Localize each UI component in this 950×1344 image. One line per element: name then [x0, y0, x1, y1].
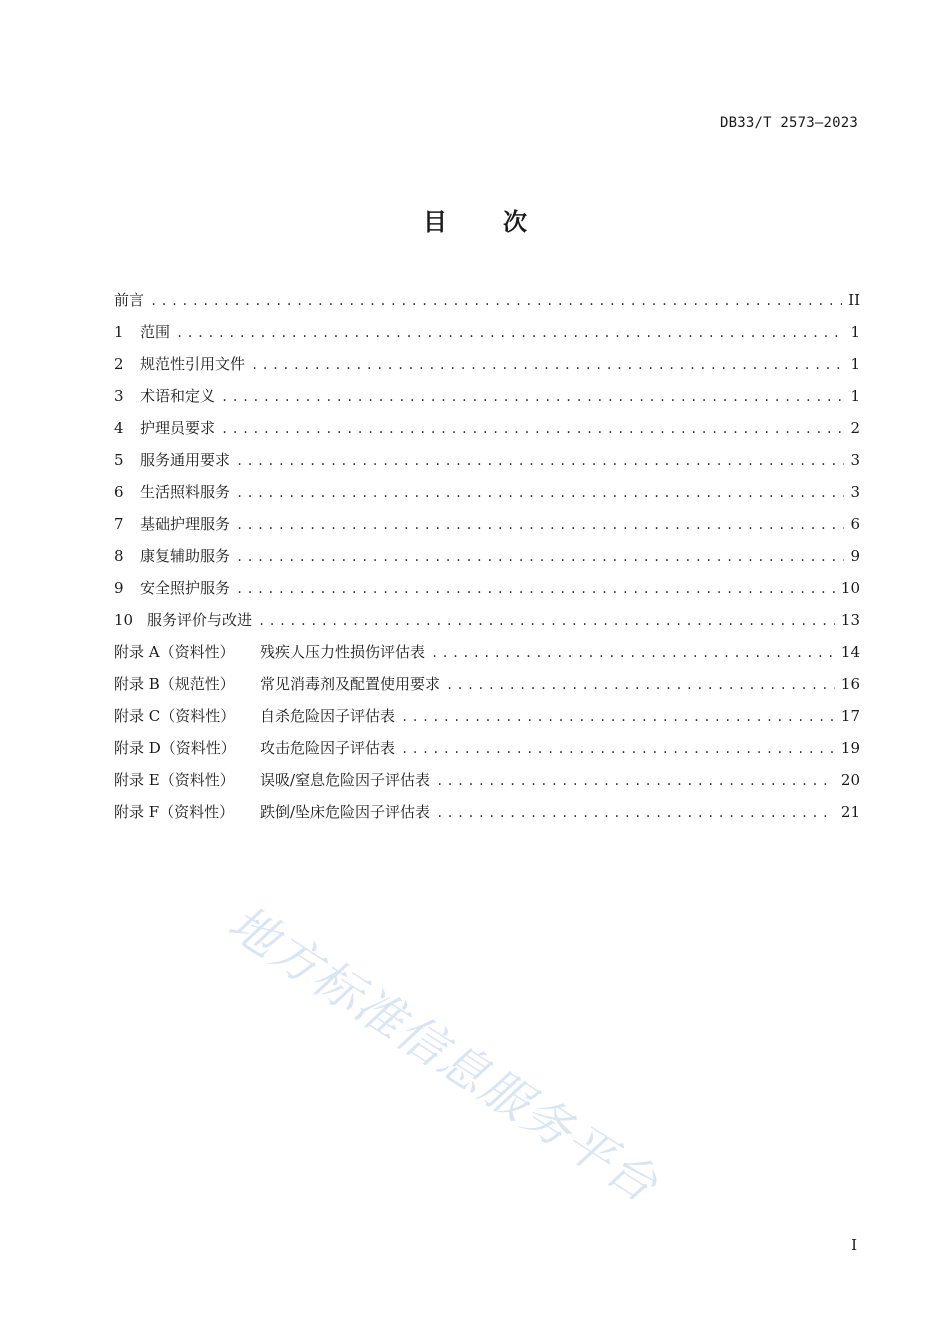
toc-leader-dots	[176, 326, 844, 340]
toc-entry-7[interactable]	[114, 513, 860, 545]
toc-leader-dots	[401, 742, 835, 756]
toc-entry-number: 5	[114, 451, 124, 469]
toc-entry-page: II	[848, 291, 860, 309]
toc-annex-a[interactable]	[114, 641, 860, 673]
toc-leader-dots	[236, 582, 835, 596]
annex-kind: 附录 C（资料性）	[114, 707, 236, 725]
annex-page: 17	[840, 707, 860, 725]
toc-entry-label: 服务评价与改进	[147, 611, 253, 629]
toc-entry-6[interactable]	[114, 481, 860, 513]
toc-leader-dots	[436, 774, 835, 788]
annex-page: 14	[840, 643, 860, 661]
toc-annex-d[interactable]	[114, 737, 860, 769]
toc-entry-page: 10	[840, 579, 860, 597]
toc-entry-number: 2	[114, 355, 124, 373]
annex-label: 跌倒/坠床危险因子评估表	[260, 803, 431, 821]
toc-entry-label: 安全照护服务	[140, 579, 231, 597]
toc-entry-4[interactable]	[114, 417, 860, 449]
toc-leader-dots	[221, 390, 844, 404]
annex-page: 16	[840, 675, 860, 693]
page-title: 目次	[423, 208, 583, 236]
toc-entry-page: 3	[850, 483, 860, 501]
toc-entry-page: 1	[850, 387, 860, 405]
annex-page: 20	[840, 771, 860, 789]
toc-entry-page: 1	[850, 355, 860, 373]
toc-entry-page: 9	[850, 547, 860, 565]
toc-entry-number: 9	[114, 579, 124, 597]
toc-leader-dots	[258, 614, 835, 628]
toc-entry-page: 1	[850, 323, 860, 341]
annex-kind: 附录 F（资料性）	[114, 803, 235, 821]
toc-entry-10[interactable]	[114, 609, 860, 641]
toc-leader-dots	[150, 294, 842, 308]
toc-annex-c[interactable]	[114, 705, 860, 737]
toc-leader-dots	[236, 486, 844, 500]
toc-annex-b[interactable]	[114, 673, 860, 705]
annex-page: 19	[840, 739, 860, 757]
toc-entry-foreword[interactable]	[114, 289, 860, 321]
annex-kind: 附录 D（资料性）	[114, 739, 236, 757]
toc-entry-label: 范围	[140, 323, 171, 341]
toc-entry-label: 服务通用要求	[140, 451, 231, 469]
toc-entry-page: 2	[850, 419, 860, 437]
toc-entry-number: 6	[114, 483, 124, 501]
toc-entry-number: 3	[114, 387, 124, 405]
toc-leader-dots	[436, 806, 835, 820]
toc-entry-label: 康复辅助服务	[140, 547, 231, 565]
toc-leader-dots	[251, 358, 844, 372]
annex-kind: 附录 E（资料性）	[114, 771, 235, 789]
toc-entry-number: 8	[114, 547, 124, 565]
toc-entry-number: 1	[114, 323, 124, 341]
toc-entry-label: 规范性引用文件	[140, 355, 246, 373]
annex-label: 自杀危险因子评估表	[260, 707, 396, 725]
page-number: I	[851, 1236, 857, 1254]
table-of-contents	[114, 289, 860, 833]
toc-entry-label: 术语和定义	[140, 387, 216, 405]
toc-entry-label: 前言	[114, 291, 145, 309]
toc-entry-number: 10	[114, 611, 134, 629]
annex-label: 误吸/窒息危险因子评估表	[260, 771, 431, 789]
standard-code: DB33/T 2573—2023	[719, 115, 858, 131]
toc-leader-dots	[431, 646, 835, 660]
toc-leader-dots	[221, 422, 844, 436]
toc-leader-dots	[236, 454, 844, 468]
toc-entry-page: 3	[850, 451, 860, 469]
annex-page: 21	[840, 803, 860, 821]
annex-kind: 附录 A（资料性）	[114, 643, 235, 661]
annex-kind: 附录 B（规范性）	[114, 675, 235, 693]
toc-entry-number: 4	[114, 419, 124, 437]
toc-annex-f[interactable]	[114, 801, 860, 833]
toc-entry-number: 7	[114, 515, 124, 533]
toc-entry-2[interactable]	[114, 353, 860, 385]
watermark: 地方标准信息服务平台	[218, 894, 669, 1215]
annex-label: 残疾人压力性损伤评估表	[260, 643, 426, 661]
toc-entry-page: 13	[840, 611, 860, 629]
toc-entry-5[interactable]	[114, 449, 860, 481]
toc-entry-8[interactable]	[114, 545, 860, 577]
toc-leader-dots	[446, 678, 835, 692]
toc-entry-3[interactable]	[114, 385, 860, 417]
annex-label: 常见消毒剂及配置使用要求	[260, 675, 441, 693]
toc-entry-1[interactable]	[114, 321, 860, 353]
toc-entry-label: 护理员要求	[140, 419, 216, 437]
toc-leader-dots	[236, 550, 844, 564]
toc-leader-dots	[401, 710, 835, 724]
toc-entry-label: 基础护理服务	[140, 515, 231, 533]
toc-leader-dots	[236, 518, 844, 532]
toc-entry-9[interactable]	[114, 577, 860, 609]
toc-entry-page: 6	[850, 515, 860, 533]
annex-label: 攻击危险因子评估表	[260, 739, 396, 757]
toc-annex-e[interactable]	[114, 769, 860, 801]
toc-entry-label: 生活照料服务	[140, 483, 231, 501]
